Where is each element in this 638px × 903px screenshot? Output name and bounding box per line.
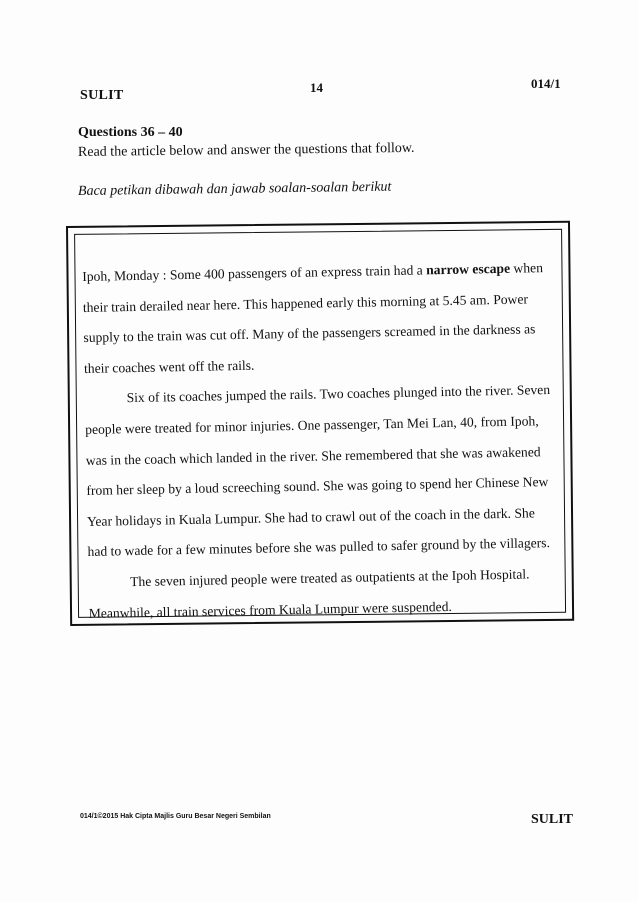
questions-heading: Questions 36 – 40 [78,125,183,140]
article-paragraph-2: Six of its coaches jumped the rails. Two coaches plunged into the river. Seven people were treated for minor injuries. One passenger, Tan Mei Lan, 40, from Ipoh, was in the coach which landed in the river. She remembered that she was awakened from her sleep by a loud screeching sound. She was going to spend her Chinese New Year holidays in Kuala Lumpur. She had to crawl out of the coach in the dark. She had to wade for a few minutes before she was pulled to safer ground by the villagers. [85,382,551,560]
paper-code: 014/1 [531,76,561,91]
instruction-english: Read the article below and answer the questions that follow. [77,140,415,160]
instruction-malay: Baca petikan dibawah dan jawab soalan-soalan berikut [77,179,392,199]
footer-sulit-label: SULIT [531,812,574,827]
article-p1-end: when their train derailed near here. This happened early this morning at 5.45 am. Power supply to the train was cut off. Many of the passengers screamed in the darkness as their coaches went off the rails. [82,260,544,376]
article-p1-start: Ipoh, Monday : Some 400 passengers of an express train had a [82,262,427,284]
header-sulit-label: SULIT [80,88,124,103]
article-paragraph-1 [82,253,554,384]
article-p1-bold-phrase: narrow escape [425,260,511,278]
page-number: 14 [310,80,323,95]
article-body [82,253,559,629]
article-paragraph-3: The seven injured people were treated as outpatients at the Ipoh Hospital. Meanwhile, all train services from Kuala Lumpur were suspended. [88,566,530,621]
footer-copyright: 014/1©2015 Hak Cipta Majlis Guru Besar Negeri Sembilan [80,813,271,820]
